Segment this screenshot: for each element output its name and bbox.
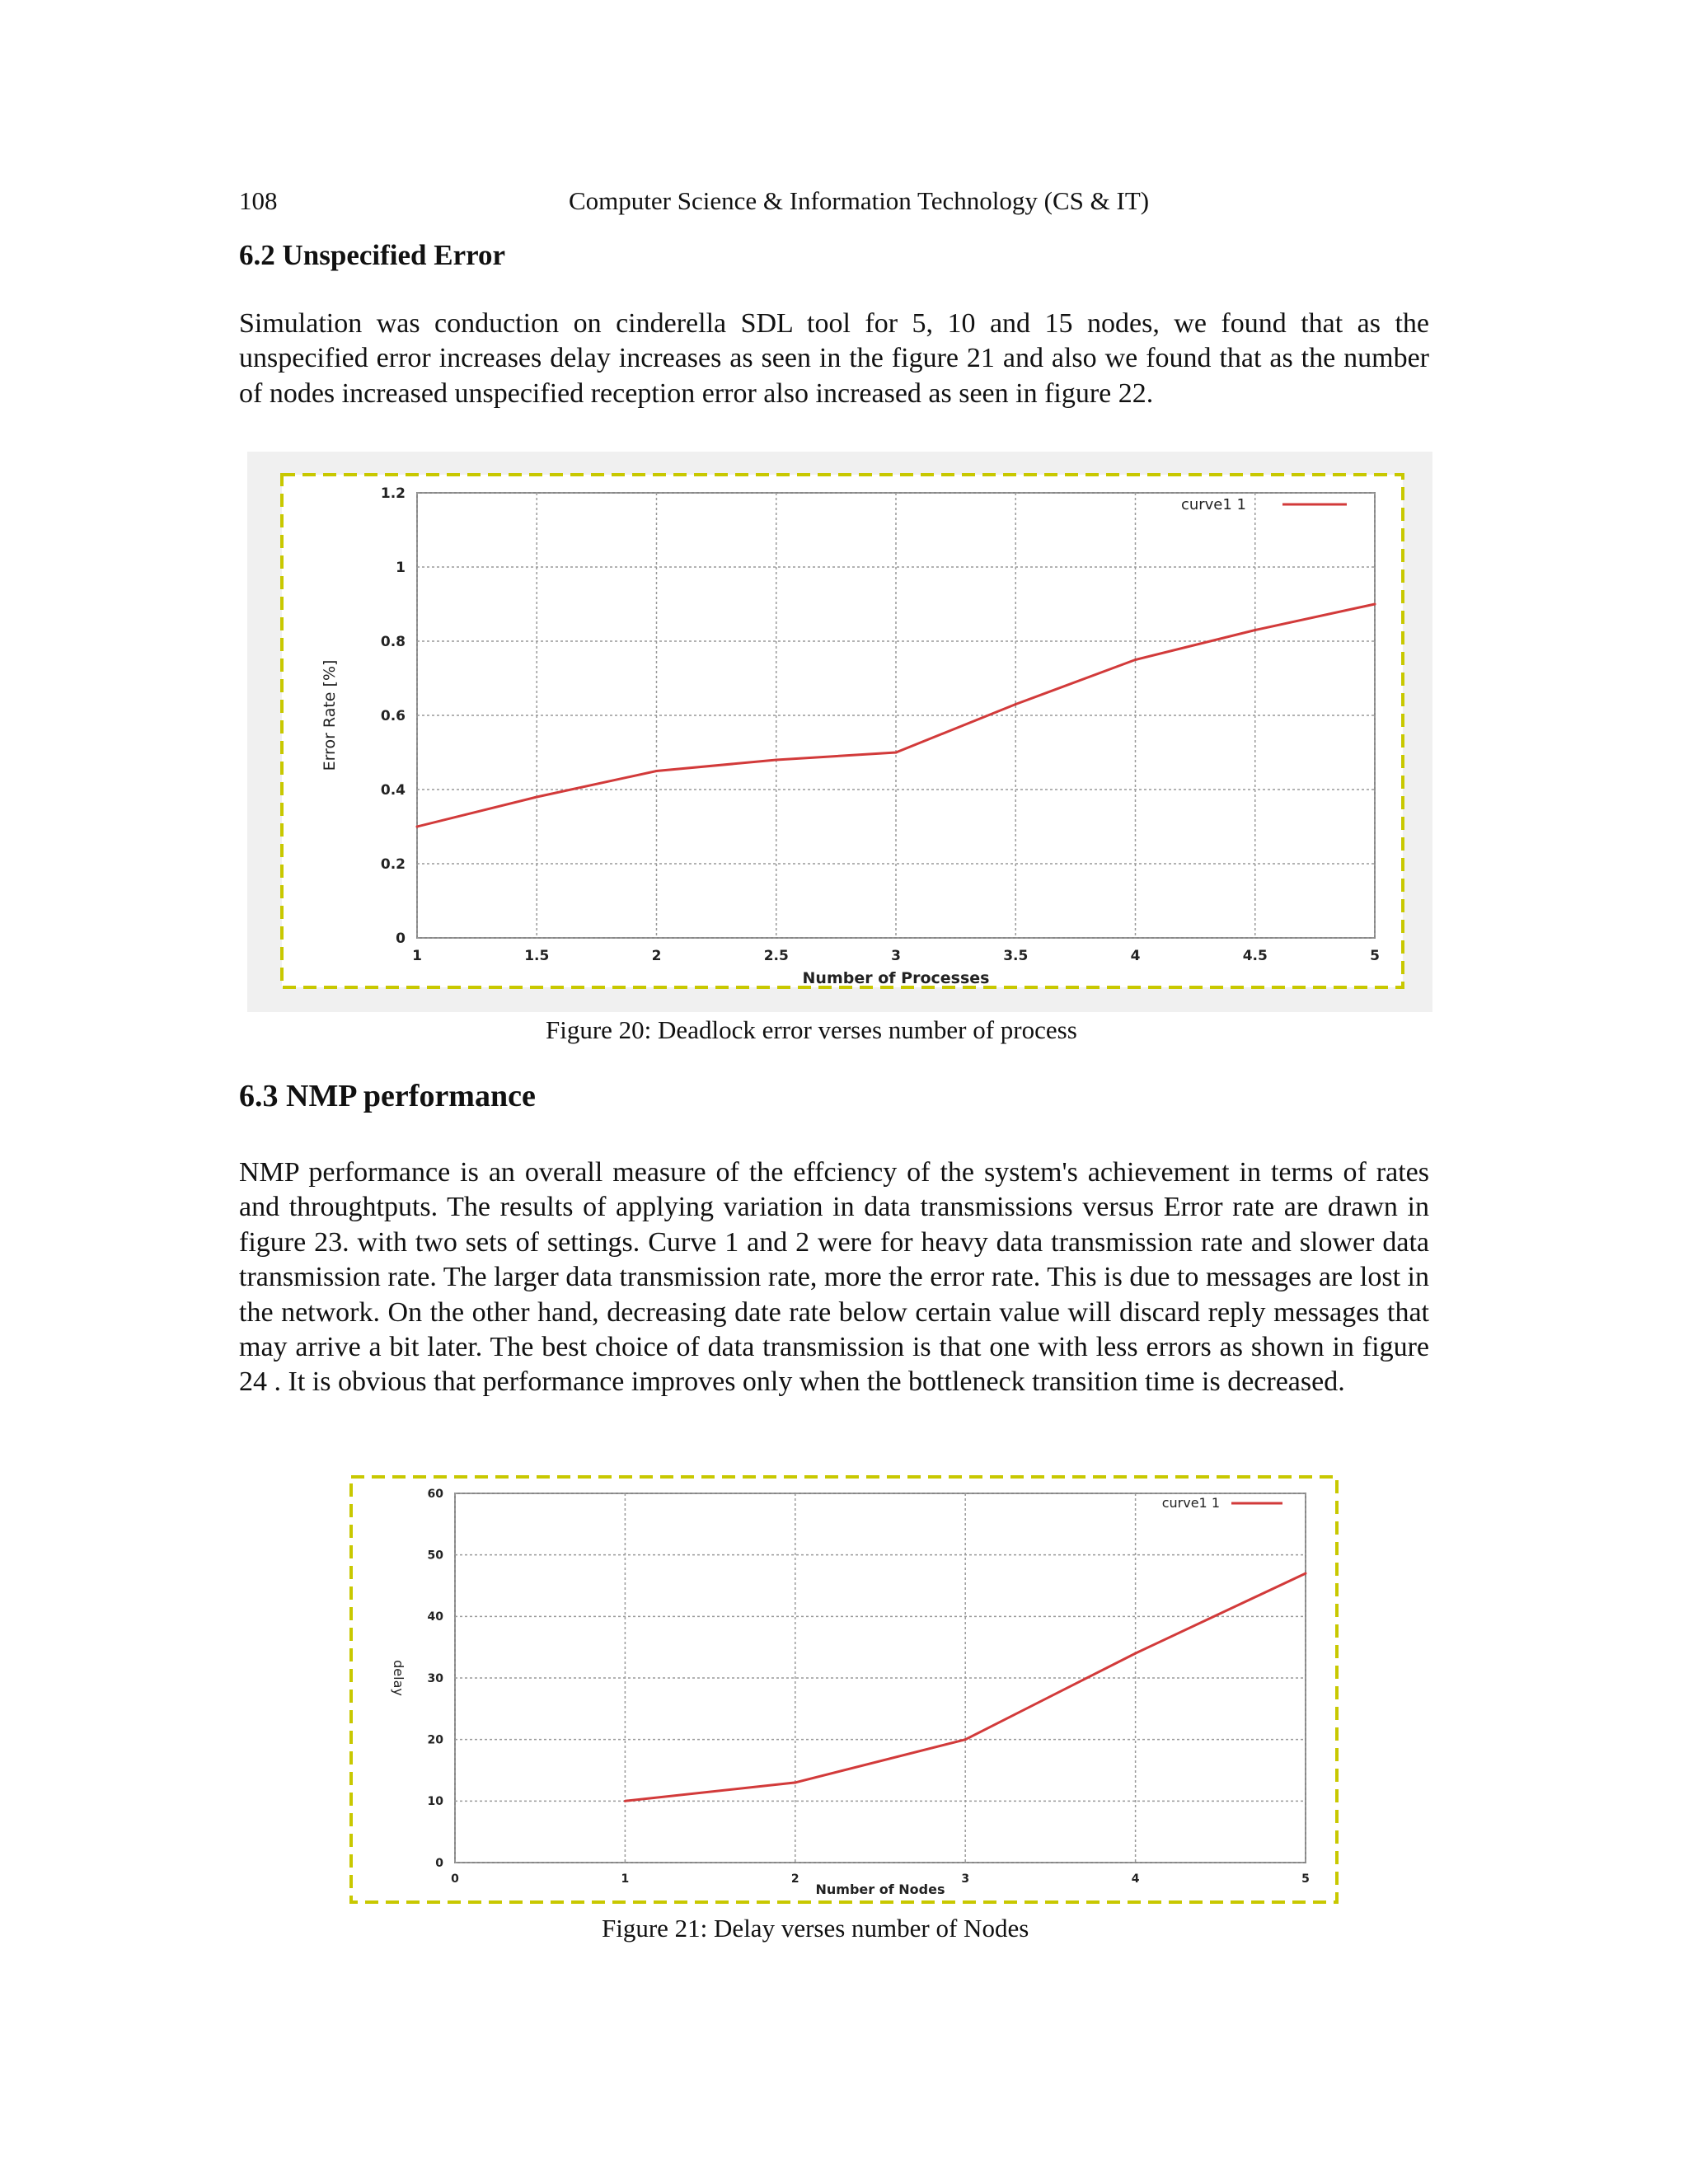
y-axis-label: Error Rate [%] bbox=[321, 659, 339, 771]
x-tick-label: 1 bbox=[621, 1872, 630, 1886]
data-point bbox=[1254, 629, 1256, 631]
x-tick-label: 4 bbox=[1130, 948, 1141, 964]
data-point bbox=[964, 1738, 967, 1741]
y-tick-label: 0.6 bbox=[380, 707, 406, 724]
y-tick-label: 30 bbox=[427, 1671, 443, 1685]
data-point bbox=[1305, 1572, 1307, 1575]
data-point bbox=[794, 1781, 796, 1783]
x-tick-label: 4.5 bbox=[1242, 948, 1268, 964]
y-tick-label: 20 bbox=[427, 1733, 443, 1747]
x-tick-label: 2 bbox=[790, 1872, 799, 1886]
y-tick-label: 1 bbox=[396, 559, 406, 576]
section-6-2-paragraph: Simulation was conduction on cinderella SDL tool for 5, 10 and 15 nodes, we found that as the unspecified error increases delay increases as seen in the figure 21 and also we found that as the number of nodes increased unspecified reception error also increased as seen in figure 22. bbox=[239, 308, 1429, 409]
y-tick-label: 0.8 bbox=[380, 633, 406, 650]
x-axis-label: Number of Processes bbox=[802, 969, 990, 987]
data-point bbox=[416, 826, 419, 828]
running-header: Computer Science & Information Technology (CS & IT) bbox=[569, 186, 1150, 215]
y-tick-label: 0.4 bbox=[380, 781, 406, 799]
data-point bbox=[1374, 603, 1376, 606]
y-tick-label: 0.2 bbox=[380, 855, 406, 873]
x-tick-label: 4 bbox=[1131, 1872, 1140, 1886]
data-point bbox=[655, 770, 658, 772]
section-6-3-paragraph: NMP performance is an overall measure of the effciency of the system's achievement in terms of rates and throughtputs. The results of applying variation in data transmissions versus Error rate are drawn in figure 23. with two sets of settings. Curve 1 and 2 were for heavy data transmission rate and slower data transmission rate. The larger data transmission rate, more the error rate. This is due to messages are lost in the network. On the other hand, decreasing date rate below certain value will discard reply messages that may arrive a bit later. The best choice of data transmission is that one with less errors as shown in figure 24 . It is obvious that performance improves only when the bottleneck transition time is decreased. bbox=[239, 1157, 1429, 1398]
x-tick-label: 5 bbox=[1301, 1872, 1310, 1886]
y-tick-label: 60 bbox=[427, 1487, 443, 1501]
x-tick-label: 2 bbox=[651, 948, 662, 964]
x-tick-label: 1.5 bbox=[524, 948, 550, 964]
y-tick-label: 1.2 bbox=[380, 485, 406, 502]
data-point bbox=[624, 1800, 626, 1802]
y-tick-label: 40 bbox=[427, 1610, 443, 1624]
x-tick-label: 3 bbox=[961, 1872, 970, 1886]
figure-20-chart bbox=[247, 452, 1432, 1012]
figure-20-caption: Figure 20: Deadlock error verses number of process bbox=[546, 1015, 1077, 1044]
x-tick-label: 3.5 bbox=[1003, 948, 1029, 964]
data-point bbox=[1134, 658, 1137, 661]
data-point bbox=[1134, 1652, 1137, 1655]
y-tick-label: 0 bbox=[396, 930, 406, 947]
legend-label: curve1 1 bbox=[1180, 496, 1246, 513]
data-point bbox=[775, 759, 777, 762]
section-heading-6-2: 6.2 Unspecified Error bbox=[239, 239, 506, 271]
page-number: 108 bbox=[239, 186, 278, 215]
x-tick-label: 1 bbox=[412, 948, 422, 964]
y-tick-label: 50 bbox=[427, 1549, 443, 1563]
x-tick-label: 0 bbox=[451, 1872, 459, 1886]
x-axis-label: Number of Nodes bbox=[815, 1882, 945, 1897]
y-tick-label: 10 bbox=[427, 1795, 443, 1809]
figure-21-caption: Figure 21: Delay verses number of Nodes bbox=[602, 1914, 1029, 1943]
data-point bbox=[536, 796, 538, 799]
y-tick-label: 0 bbox=[435, 1856, 443, 1870]
figure-21-chart bbox=[331, 1472, 1340, 1905]
section-heading-6-3: 6.3 NMP performance bbox=[239, 1079, 536, 1113]
x-tick-label: 2.5 bbox=[763, 948, 789, 964]
x-tick-label: 5 bbox=[1370, 948, 1380, 964]
data-point bbox=[1015, 703, 1017, 705]
y-axis-label: delay bbox=[391, 1660, 406, 1696]
legend-label: curve1 1 bbox=[1161, 1495, 1220, 1511]
data-point bbox=[895, 752, 898, 754]
x-tick-label: 3 bbox=[891, 948, 901, 964]
